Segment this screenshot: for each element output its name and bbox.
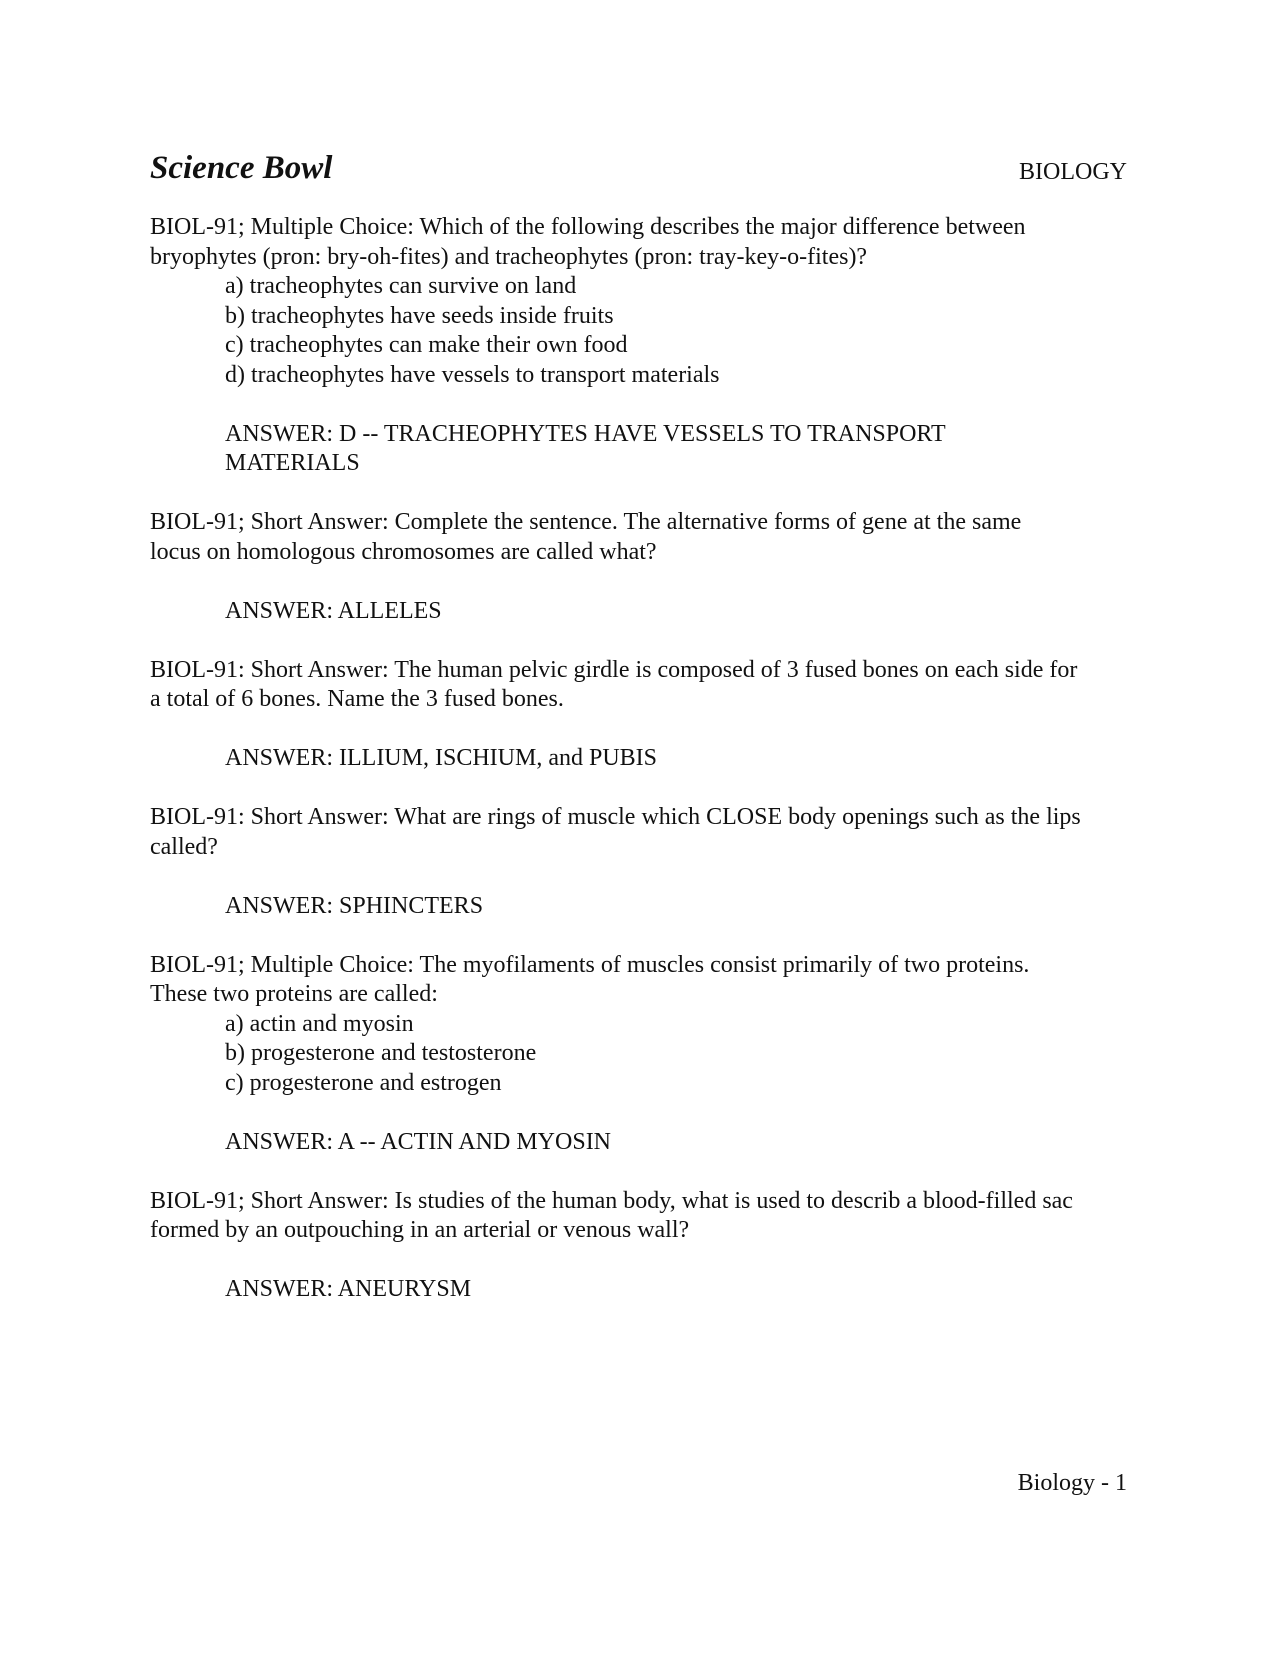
question-text: BIOL-91; Short Answer: Is studies of the human body, what is used to describ a blood-filled sac formed by an outpouching in an arterial or venous wall?	[150, 1187, 1073, 1243]
question-text: BIOL-91; Short Answer: Complete the sentence. The alternative forms of gene at the same locus on homologous chromosomes are called what?	[150, 509, 1022, 565]
question-item	[150, 656, 1130, 774]
question-text: BIOL-91; Multiple Choice: Which of the following describes the major difference between bryophytes (pron: bry-oh-fites) and tracheophytes (pron: tray-key-o-fites)?	[150, 214, 1026, 270]
answer-text: ANSWER: D -- TRACHEOPHYTES HAVE VESSELS TO TRANSPORT MATERIALS	[225, 420, 946, 476]
page-number: Biology - 1	[1017, 1470, 1127, 1496]
question-item	[150, 1187, 1130, 1305]
question-text: BIOL-91; Multiple Choice: The myofilaments of muscles consist primarily of two proteins. These two proteins are called:	[150, 951, 1030, 1007]
answer-text: ANSWER: A -- ACTIN AND MYOSIN	[225, 1128, 612, 1155]
question-item	[150, 508, 1130, 626]
choice-item: d) tracheophytes have vessels to transport materials	[225, 361, 720, 388]
question-text: BIOL-91: Short Answer: The human pelvic girdle is composed of 3 fused bones on each side for a total of 6 bones. Name the 3 fused bones.	[150, 656, 1078, 712]
choice-item: c) tracheophytes can make their own food	[225, 332, 628, 358]
choice-item: c) progesterone and estrogen	[225, 1069, 502, 1096]
choice-item: b) progesterone and testosterone	[225, 1040, 537, 1066]
question-item	[150, 213, 1130, 479]
subject-label: BIOLOGY	[1019, 159, 1127, 185]
choice-list	[150, 1010, 1130, 1099]
answer-text: ANSWER: SPHINCTERS	[225, 892, 484, 919]
choice-item: b) tracheophytes have seeds inside fruits	[225, 302, 614, 329]
document-title: Science Bowl	[150, 150, 333, 186]
choice-item: a) actin and myosin	[225, 1010, 414, 1037]
choice-item: a) tracheophytes can survive on land	[225, 273, 577, 299]
answer-text: ANSWER: ILLIUM, ISCHIUM, and PUBIS	[225, 745, 657, 771]
question-text: BIOL-91: Short Answer: What are rings of muscle which CLOSE body openings such as the lips called?	[150, 804, 1081, 860]
question-item	[150, 951, 1130, 1158]
question-list	[150, 213, 1130, 1334]
answer-text: ANSWER: ANEURYSM	[225, 1276, 472, 1302]
question-item	[150, 803, 1130, 921]
answer-text: ANSWER: ALLELES	[225, 597, 442, 624]
choice-list	[150, 272, 1130, 390]
